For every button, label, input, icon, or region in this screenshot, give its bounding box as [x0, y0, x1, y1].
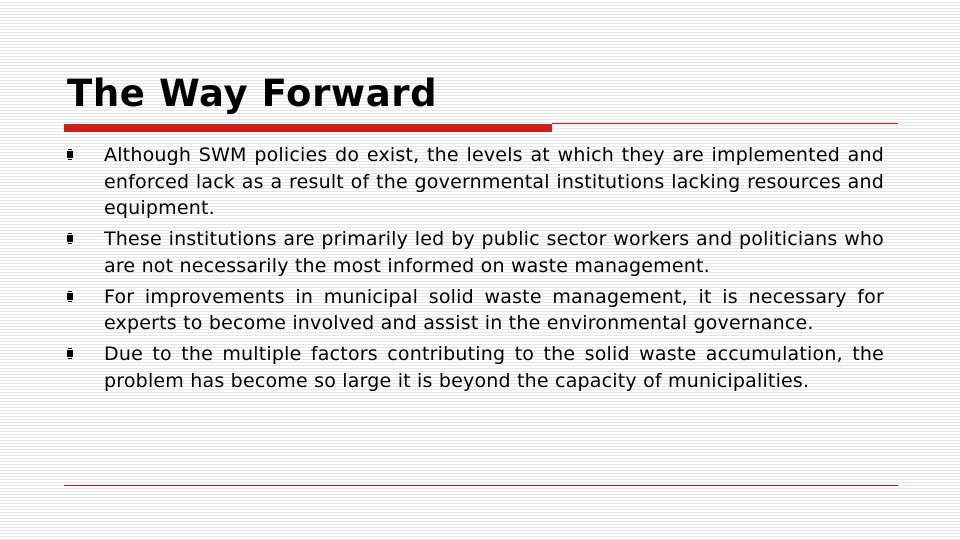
- bullet-item: [104, 284, 884, 337]
- bullet-text: For improvements in municipal solid waste management, it is necessary for experts to become involved and assist in the environmental governance.: [104, 285, 884, 335]
- bullet-text: Due to the multiple factors contributing to the solid waste accumulation, the problem has become so large it is beyond the capacity of municipalities.: [104, 342, 884, 392]
- square-bullet-icon: [67, 293, 73, 300]
- bullet-item: [104, 341, 884, 394]
- bullet-text: These institutions are primarily led by public sector workers and politicians who are not necessarily the most informed on waste management.: [104, 228, 884, 277]
- title-divider-line: [552, 123, 898, 124]
- slide-title: The Way Forward: [67, 72, 438, 115]
- square-bullet-icon: [67, 151, 73, 158]
- bullet-item: [104, 226, 884, 279]
- square-bullet-icon: [67, 350, 73, 357]
- bullet-text: Although SWM policies do exist, the levels at which they are implemented and enforced lack as a result of the governmental institutions lacking resources and equipment.: [104, 144, 884, 220]
- title-accent-bar: [64, 124, 552, 132]
- square-bullet-icon: [67, 235, 73, 242]
- bullet-item: [104, 142, 884, 222]
- bullet-list: [104, 142, 884, 398]
- bottom-divider-line: [64, 485, 898, 486]
